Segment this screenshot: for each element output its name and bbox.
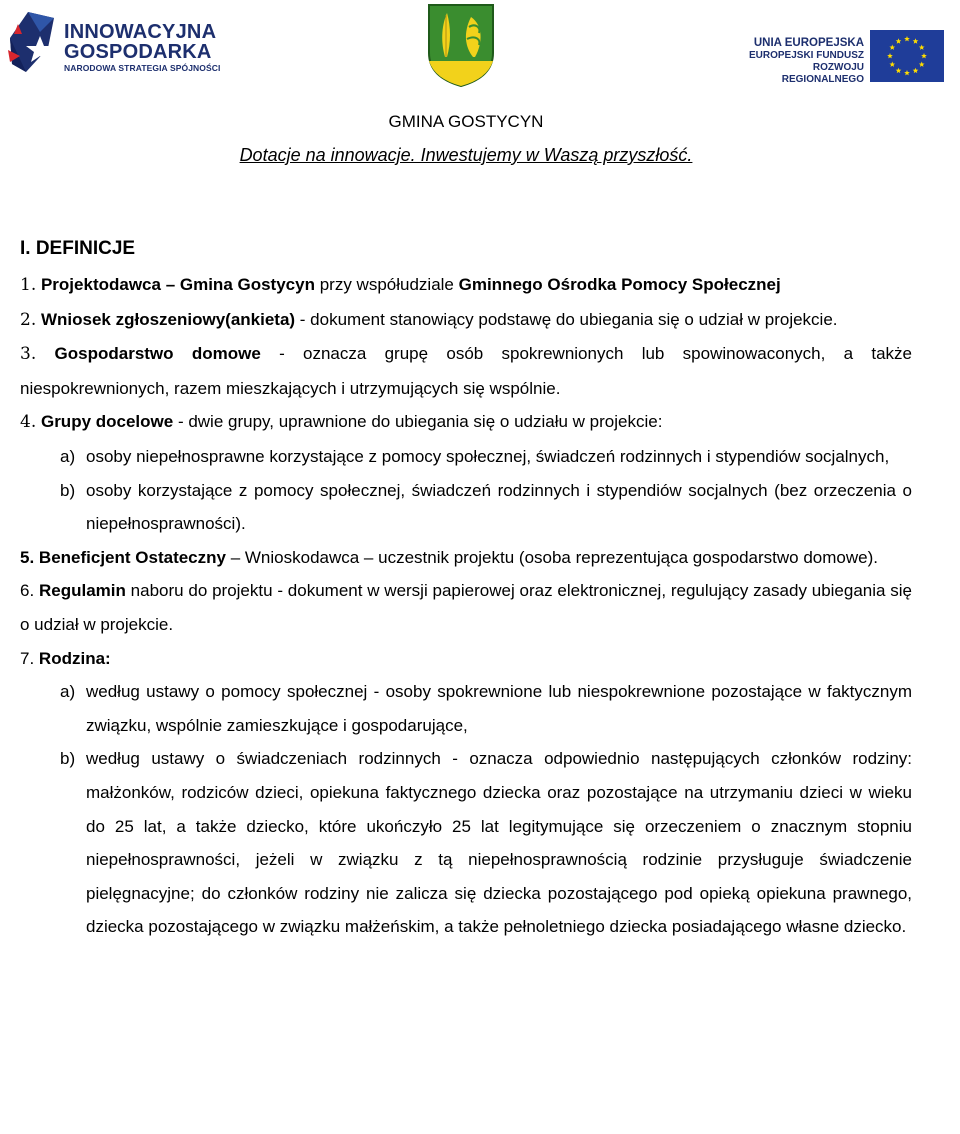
item-term: Gospodarstwo domowe bbox=[54, 344, 261, 364]
item-text: - oznacza grupę osób spokrewnionych lub spowinowaconych, a także niespokrewnionych, razem mieszkających i utrzymujących się wspólnie. bbox=[20, 344, 912, 398]
logo-header bbox=[0, 0, 960, 95]
subitem-text: osoby korzystające z pomocy społecznej, świadczeń rodzinnych i stypendiów socjalnych (bez orzeczenia o niepełnosprawności). bbox=[86, 480, 912, 534]
item-text: - dokument stanowiący podstawę do ubiegania się o udział w projekcie. bbox=[295, 309, 838, 329]
definition-subitem-7b bbox=[20, 742, 912, 944]
eu-flag-icon bbox=[870, 30, 944, 82]
logo-left-line2: GOSPODARKA bbox=[64, 41, 212, 63]
item-number: 3. bbox=[20, 344, 37, 365]
item-number: 6. bbox=[20, 581, 35, 601]
item-text: – Wnioskodawca – uczestnik projektu (osoba reprezentująca gospodarstwo domowe). bbox=[225, 547, 878, 567]
item-number: 5. bbox=[20, 547, 35, 567]
item-number: 4. bbox=[20, 412, 37, 433]
logo-left-line3: NARODOWA STRATEGIA SPÓJNOŚCI bbox=[64, 63, 221, 73]
innowacyjna-gospodarka-mark-icon bbox=[6, 8, 58, 78]
definition-item-6 bbox=[20, 574, 912, 641]
subitem-text: według ustawy o świadczeniach rodzinnych - oznacza odpowiednio następujących członków rodziny: małżonków, rodziców dzieci, opiekuna faktycznego dziecka oraz pozostające na utrzymaniu dzieci w wieku do 25 lat, a także dziecko, które ukończyło 25 lat legitymujące się orzeczeniem o znacznym stopniu niepełnosprawności, jeżeli w związku z tą niepełnosprawnością rodzinie przysługuje świadczenie pielęgnacyjne; do członków rodziny nie zalicza się dziecka pozostającego pod opieką opiekuna prawnego, dziecka pozostającego w związku małżeńskim, a także pełnoletniego dziecka posiadającego własne dziecko. bbox=[86, 749, 912, 937]
item-term: Grupy docelowe bbox=[40, 412, 174, 432]
logo-right-line2: EUROPEJSKI FUNDUSZ bbox=[748, 50, 864, 61]
logo-right-line3: ROZWOJU REGIONALNEGO bbox=[781, 62, 864, 85]
item-term: Projektodawca bbox=[40, 275, 161, 294]
definition-item-2 bbox=[20, 303, 912, 338]
logo-right-line1: UNIA EUROPEJSKA bbox=[753, 37, 864, 49]
subitem-label: a) bbox=[60, 682, 76, 702]
document-motto: Dotacje na innowacje. Inwestujemy w Waszą przyszłość. bbox=[239, 145, 693, 165]
item-term: Beneficjent Ostateczny bbox=[38, 547, 226, 567]
definition-item-3 bbox=[20, 337, 912, 405]
item-term-2: Gmina Gostycyn bbox=[179, 275, 315, 294]
item-text: przy współudziale bbox=[314, 275, 459, 294]
definition-subitem-4a bbox=[20, 440, 912, 474]
item-number: 2. bbox=[20, 309, 37, 330]
section-heading: I. DEFINICJE bbox=[20, 238, 136, 259]
eu-fund-logo bbox=[738, 30, 948, 84]
definition-subitem-4b bbox=[20, 474, 912, 541]
definition-item-7 bbox=[20, 642, 912, 676]
definition-item-4 bbox=[20, 405, 912, 440]
document-title: GMINA GOSTYCYN bbox=[388, 112, 544, 131]
item-term-3: Gminnego Ośrodka Pomocy Społecznej bbox=[458, 275, 781, 294]
item-number: 1. bbox=[20, 275, 37, 295]
item-term: Regulamin bbox=[38, 581, 126, 601]
item-term: Rodzina: bbox=[38, 648, 111, 668]
item-text: naboru do projektu - dokument w wersji papierowej oraz elektronicznej, regulujący zasady ubiegania się o udział w projekcie. bbox=[20, 581, 912, 634]
municipal-coat-of-arms-icon bbox=[427, 3, 495, 88]
definition-subitem-7a bbox=[20, 675, 912, 742]
definition-item-1 bbox=[20, 268, 912, 303]
innowacyjna-gospodarka-logo bbox=[6, 8, 221, 83]
document-body bbox=[20, 103, 912, 944]
item-dash: – bbox=[160, 275, 180, 294]
definition-item-5 bbox=[20, 541, 912, 575]
item-text: - dwie grupy, uprawnione do ubiegania się o udziału w projekcie: bbox=[173, 412, 663, 432]
item-number: 7. bbox=[20, 648, 35, 668]
subitem-label: a) bbox=[60, 446, 76, 466]
subitem-label: b) bbox=[60, 480, 76, 500]
subitem-text: osoby niepełnosprawne korzystające z pomocy społecznej, świadczeń rodzinnych i stypendiów socjalnych, bbox=[86, 446, 890, 466]
subitem-text: według ustawy o pomocy społecznej - osoby spokrewnione lub niespokrewnione pozostające w faktycznym związku, wspólnie zamieszkujące i gospodarujące, bbox=[86, 682, 912, 735]
logo-left-line1: INNOWACYJNA bbox=[64, 21, 217, 43]
subitem-label: b) bbox=[60, 749, 76, 769]
item-term: Wniosek zgłoszeniowy(ankieta) bbox=[40, 309, 296, 329]
